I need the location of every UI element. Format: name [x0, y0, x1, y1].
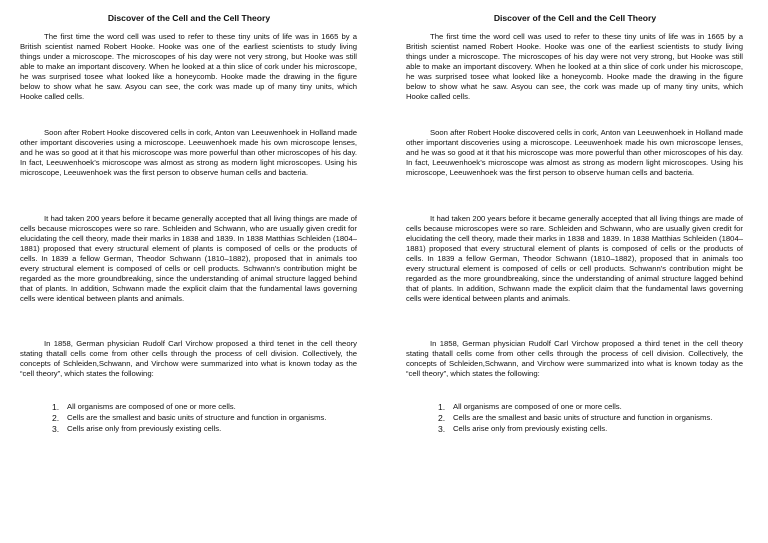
list-number: 3. — [438, 423, 446, 434]
cell-theory-list — [20, 402, 357, 434]
list-text: All organisms are composed of one or more cells. — [67, 402, 236, 411]
list-text: Cells arise only from previously existing cells. — [453, 423, 608, 433]
list-number: 3. — [52, 423, 60, 434]
list-number: 2. — [438, 412, 446, 423]
list-number: 1. — [52, 402, 60, 412]
paragraph-hooke: The first time the word cell was used to refer to these tiny units of life was in 1665 by a British scientist named Robert Hooke. Hooke was one of the earliest scientists to study living things under a microscope. The microscopes of his day were not very strong, but Hooke was still able to make an important discovery. When he looked at a thin slice of cork under his microscope, he was surprised tosee what looked like a honeycomb. Hooke made the drawing in the figure below to show what he saw. Asyou can see, the cork was made up of many tiny units, which Hooke called cells. — [406, 32, 743, 101]
page-title: Discover of the Cell and the Cell Theory — [107, 13, 271, 23]
page-title: Discover of the Cell and the Cell Theory — [493, 13, 657, 23]
list-number: 1. — [438, 402, 446, 412]
list-text: Cells are the smallest and basic units of structure and function in organisms. — [453, 412, 713, 422]
paragraph-schleiden-schwann: It had taken 200 years before it became generally accepted that all living things are made of cells because microscopes were so rare. Schleiden and Schwann, who are usually given credit for elucidating the cell theory, made their marks in 1838 and 1839. In 1838 Matthias Schleiden (1804–1881) proposed that every structural element of plants is composed of cells or the products of cells. In 1839 a fellow German, Theodor Schwann (1810–1882), proposed that in animals too every structural element is composed of cells or cell products. Schwann's contribution might be regarded as the more groundbreaking, since the understanding of animal structure lagged behind that of plants. In addition, Schwann made the explicit claim that the fundamental laws governing cells were identical between plants and animals. — [20, 214, 357, 303]
list-text: Cells arise only from previously existing cells. — [67, 423, 222, 433]
list-item — [20, 424, 357, 435]
paragraph-leeuwenhoek: Soon after Robert Hooke discovered cells in cork, Anton van Leeuwenhoek in Holland made other important discoveries using a microscope. Leeuwenhoek made his own microscope lenses, and he was so good at it that his microscope was more powerful than other microscopes of his day. In fact, Leeuwenhoek’s microscope was almost as strong as modern light microscopes. Using his microscope, Leeuwenhoek was the first person to observe human cells and bacteria. — [406, 128, 743, 177]
cell-theory-list — [406, 402, 743, 434]
list-item — [20, 413, 357, 424]
paragraph-virchow: In 1858, German physician Rudolf Carl Virchow proposed a third tenet in the cell theory stating thatall cells come from other cells through the process of cell division. Collectively, the concepts of Schleiden,Schwann, and Virchow were summarized into what is known today as the “cell theory”, which states the following: — [20, 339, 357, 378]
list-item — [406, 413, 743, 424]
page-right — [386, 0, 764, 543]
paragraph-virchow: In 1858, German physician Rudolf Carl Virchow proposed a third tenet in the cell theory stating thatall cells come from other cells through the process of cell division. Collectively, the concepts of Schleiden,Schwann, and Virchow were summarized into what is known today as the “cell theory”, which states the following: — [406, 339, 743, 378]
list-number: 2. — [52, 412, 60, 423]
list-item — [20, 402, 357, 413]
paragraph-hooke: The first time the word cell was used to refer to these tiny units of life was in 1665 by a British scientist named Robert Hooke. Hooke was one of the earliest scientists to study living things under a microscope. The microscopes of his day were not very strong, but Hooke was still able to make an important discovery. When he looked at a thin slice of cork under his microscope, he was surprised tosee what looked like a honeycomb. Hooke made the drawing in the figure below to show what he saw. Asyou can see, the cork was made up of many tiny units, which Hooke called cells. — [20, 32, 357, 101]
paragraph-leeuwenhoek: Soon after Robert Hooke discovered cells in cork, Anton van Leeuwenhoek in Holland made other important discoveries using a microscope. Leeuwenhoek made his own microscope lenses, and he was so good at it that his microscope was more powerful than other microscopes of his day. In fact, Leeuwenhoek’s microscope was almost as strong as modern light microscopes. Using his microscope, Leeuwenhoek was the first person to observe human cells and bacteria. — [20, 128, 357, 177]
paragraph-schleiden-schwann: It had taken 200 years before it became generally accepted that all living things are made of cells because microscopes were so rare. Schleiden and Schwann, who are usually given credit for elucidating the cell theory, made their marks in 1838 and 1839. In 1838 Matthias Schleiden (1804–1881) proposed that every structural element of plants is composed of cells or the products of cells. In 1839 a fellow German, Theodor Schwann (1810–1882), proposed that in animals too every structural element is composed of cells or cell products. Schwann's contribution might be regarded as the more groundbreaking, since the understanding of animal structure lagged behind that of plants. In addition, Schwann made the explicit claim that the fundamental laws governing cells were identical between plants and animals. — [406, 214, 743, 303]
list-item — [406, 424, 743, 435]
list-item — [406, 402, 743, 413]
page-left — [0, 0, 378, 543]
list-text: Cells are the smallest and basic units of structure and function in organisms. — [67, 412, 327, 422]
list-text: All organisms are composed of one or more cells. — [453, 402, 622, 411]
